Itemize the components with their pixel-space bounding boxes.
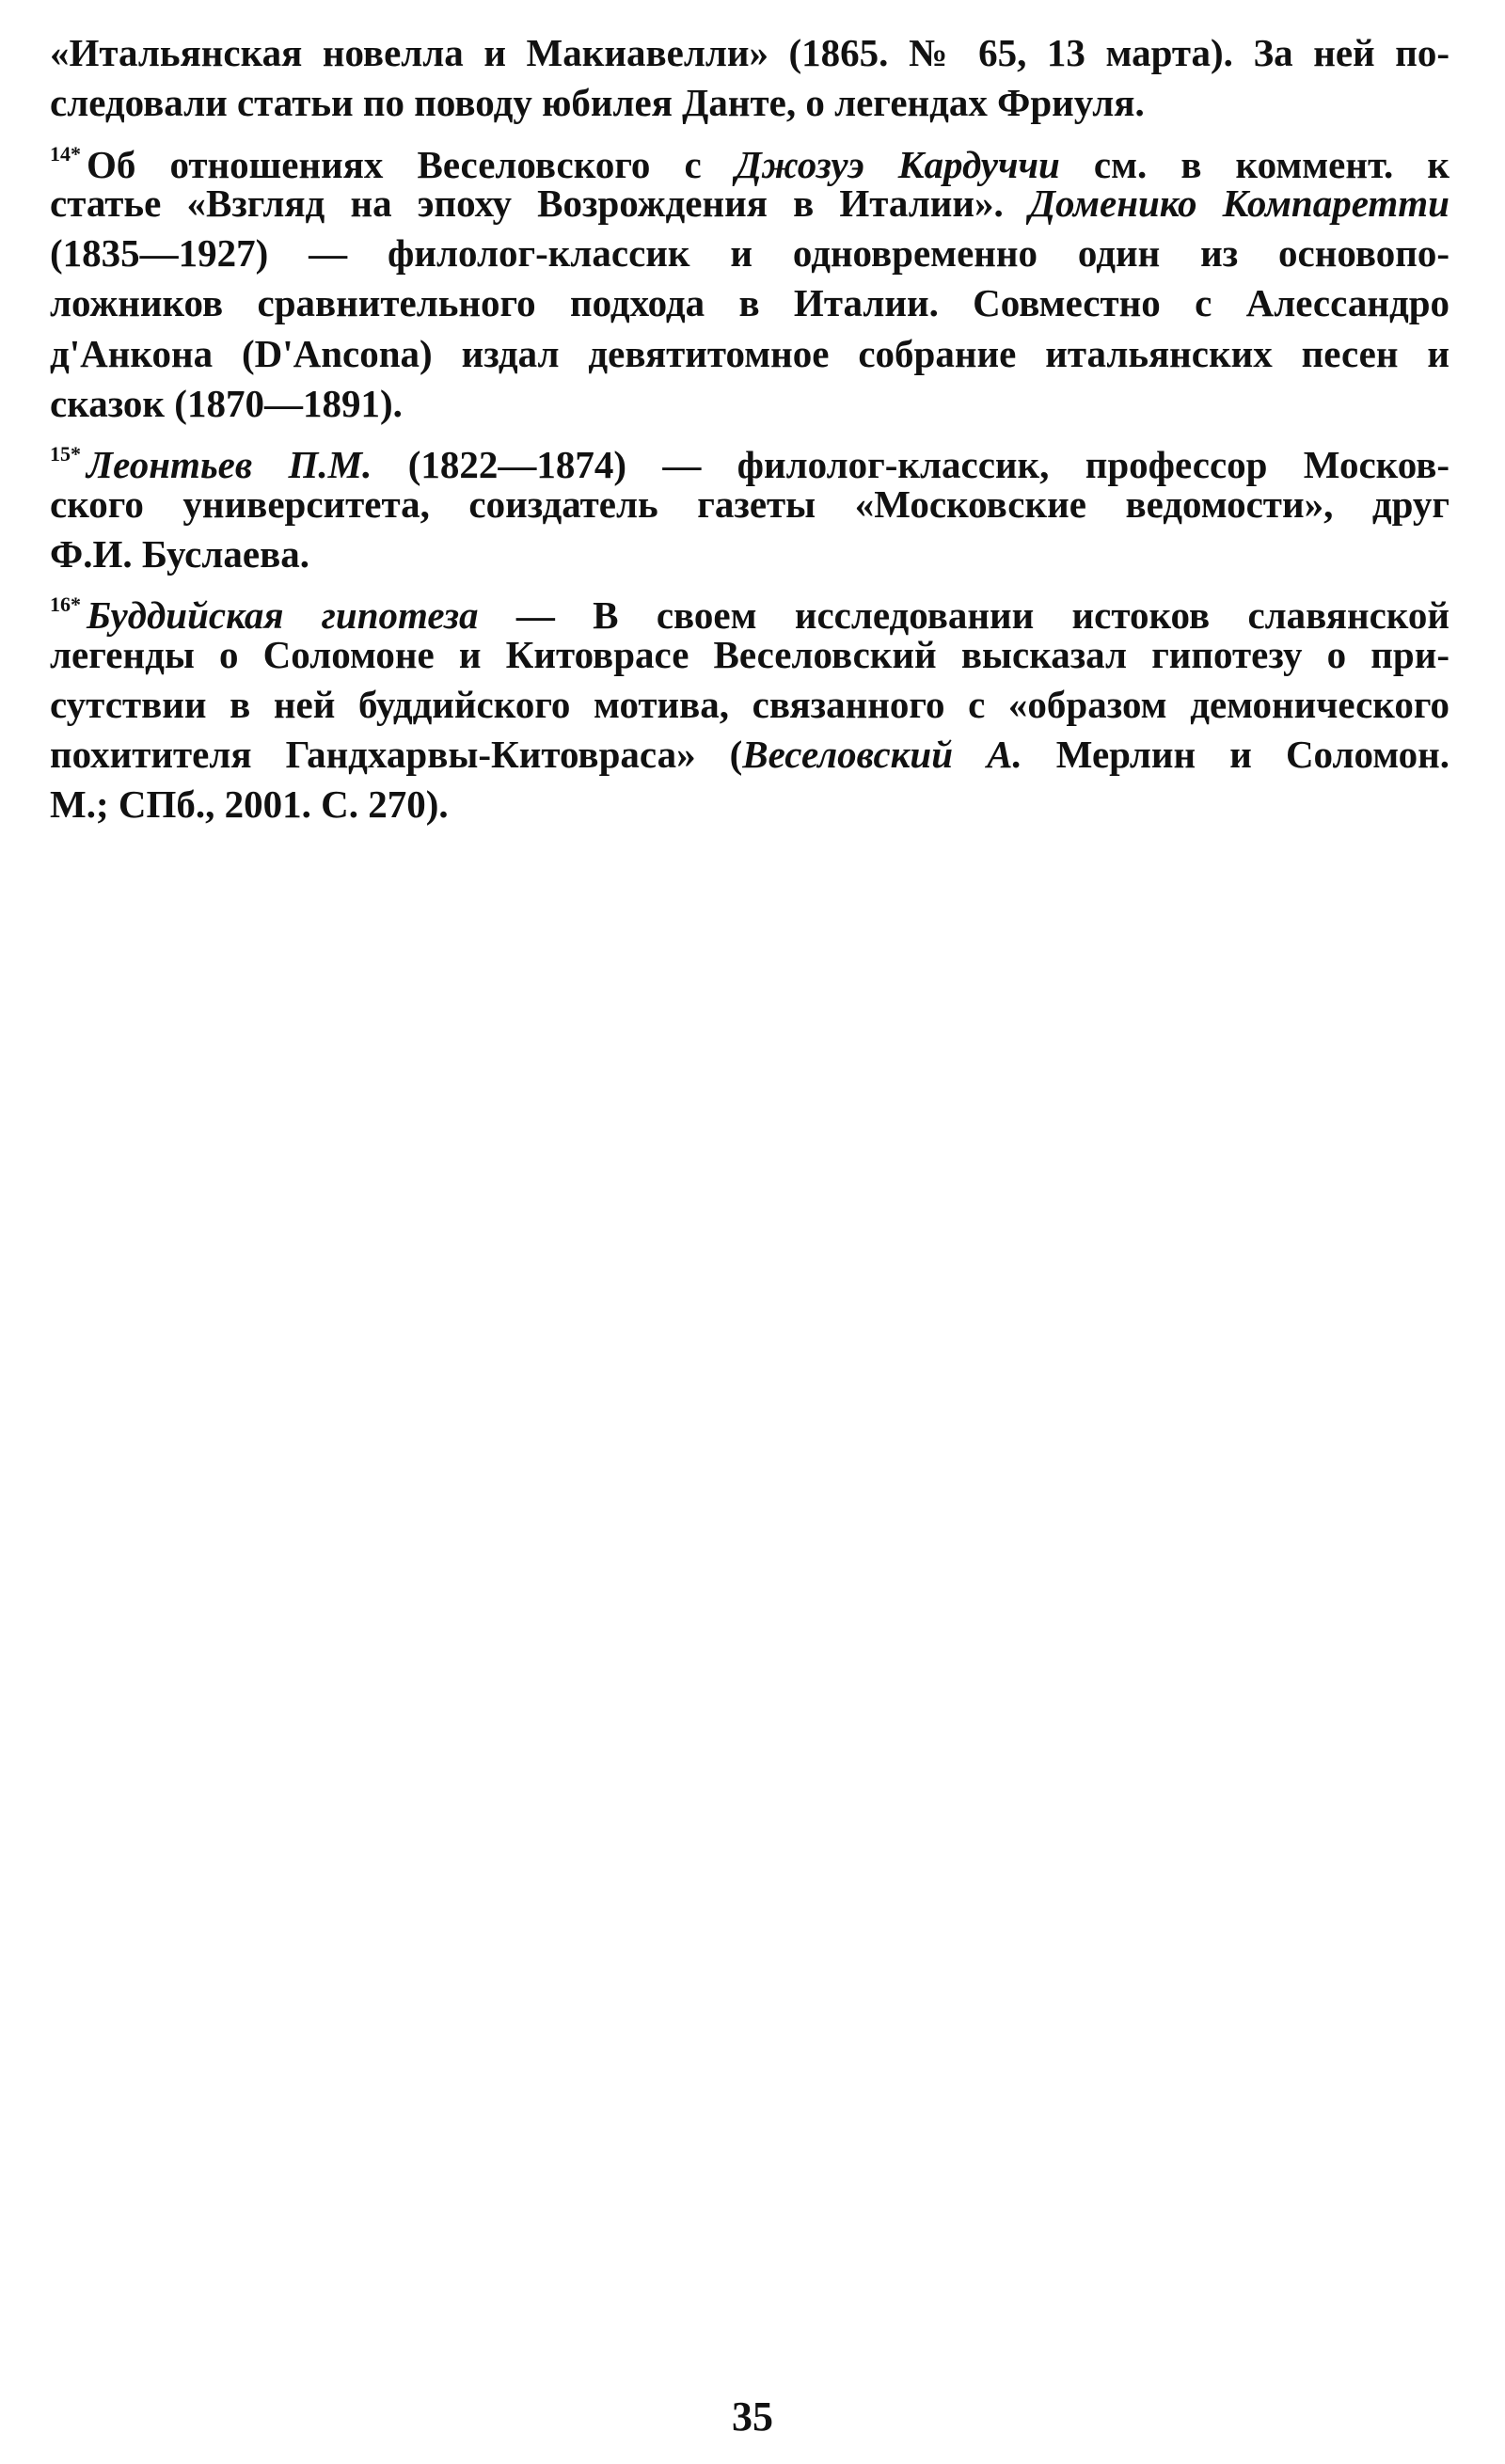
- footnote-line: [50, 229, 1450, 278]
- footnote-line: [50, 278, 1450, 328]
- footnote-line: [50, 179, 1450, 229]
- footnote-text: следовали статьи по поводу юбилея Данте, о легендах Фриуля.: [50, 81, 1145, 125]
- footnote-text: см. в коммент. к: [1059, 142, 1450, 186]
- footnote-text: «Итальянская новелла и Макиавелли» (1865. № 65, 13 марта). За ней по-: [50, 31, 1450, 74]
- footnote-italic-text: Джозуэ Кардуччи: [735, 142, 1060, 186]
- footnote-text: ложников сравнительного подхода в Италии. Совместно с Алессандро: [50, 281, 1450, 325]
- footnote-line: [50, 429, 1450, 487]
- footnote-line: [50, 78, 1450, 128]
- footnote-line: [50, 529, 1450, 579]
- footnote-number: 15*: [50, 442, 81, 466]
- footnote-line: [50, 329, 1450, 379]
- footnote-line: [50, 379, 1450, 429]
- footnote-line: [50, 680, 1450, 730]
- footnote-text: сутствии в ней буддийского мотива, связанного с «образом демонического: [50, 682, 1450, 726]
- footnote-text: М.; СПб., 2001. С. 270).: [50, 782, 449, 827]
- footnote-text: статье «Взгляд на эпоху Возрождения в Италии».: [50, 181, 1029, 225]
- footnote-line: [50, 780, 1450, 829]
- footnote-text: Мерлин и Соломон.: [1022, 733, 1450, 777]
- footnote-text: — В своем исследовании истоков славянской: [478, 593, 1450, 638]
- footnote-italic-text: Леонтьев П.М.: [87, 443, 372, 487]
- footnote-line: [50, 730, 1450, 780]
- footnote-text: Об отношениях Веселовского с: [87, 142, 736, 186]
- footnote-text: Ф.И. Буслаева.: [50, 531, 309, 576]
- footnote-line: [50, 579, 1450, 638]
- footnote-italic-text: Буддийская гипотеза: [87, 593, 479, 638]
- footnote-text: ского университета, соиздатель газеты «Московские ведомости», друг: [50, 482, 1450, 526]
- footnote-italic-text: Доменико Компаретти: [1028, 181, 1450, 225]
- footnotes-text: [50, 28, 1450, 830]
- page-number: 35: [732, 2393, 773, 2440]
- footnote-line: [50, 480, 1450, 529]
- footnote-italic-text: Веселовский А.: [742, 733, 1022, 777]
- footnote-text: (1835—1927) — филолог-классик и одновременно один из основопо-: [50, 231, 1450, 276]
- footnote-line: [50, 28, 1450, 78]
- footnote-number: 16*: [50, 592, 81, 617]
- footnote-number: 14*: [50, 141, 81, 166]
- footnote-line: [50, 129, 1450, 186]
- footnote-text: легенды о Соломоне и Китоврасе Веселовский высказал гипотезу о при-: [50, 632, 1450, 676]
- footnote-text: (1822—1874) — филолог-классик, профессор Москов-: [372, 443, 1450, 487]
- footnote-text: сказок (1870—1891).: [50, 382, 403, 426]
- footnote-line: [50, 630, 1450, 680]
- footnote-text: похитителя Гандхарвы-Китовраса» (: [50, 733, 743, 777]
- footnote-text: д'Анкона (D'Ancona) издал девятитомное собрание итальянских песен и: [50, 331, 1450, 375]
